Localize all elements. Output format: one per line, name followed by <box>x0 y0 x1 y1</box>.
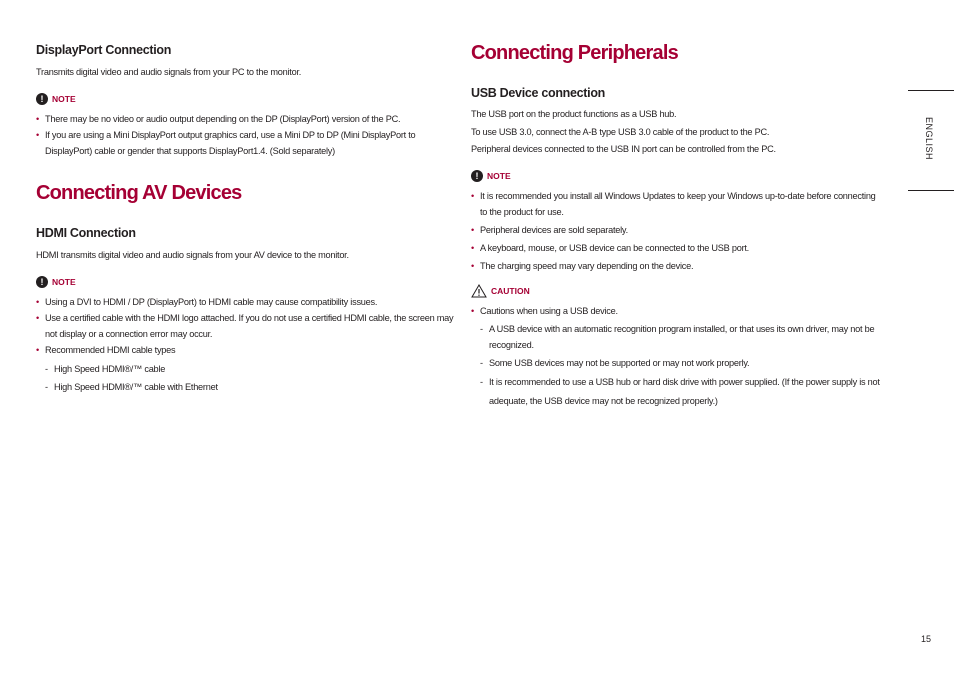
usb-line: The USB port on the product functions as a USB hub. <box>471 109 677 119</box>
list-subitem: - High Speed HDMI®/™ cable with Ethernet <box>36 379 454 395</box>
note-label: NOTE <box>52 277 76 287</box>
list-subitem: - It is recommended to use a USB hub or hard disk drive with power supplied. (If the power supply is not adequate, the USB device may not be recognized properly.) <box>471 373 881 411</box>
list-item: • There may be no video or audio output depending on the DP (DisplayPort) version of the PC. <box>36 111 454 127</box>
exclamation-icon: ! <box>36 93 48 105</box>
list-item: • It is recommended you install all Windows Updates to keep your Windows up-to-date before connecting to the product for use. <box>471 188 881 220</box>
usb-note-header <box>471 170 511 182</box>
list-subitem: - High Speed HDMI®/™ cable <box>36 361 454 377</box>
list-subitem: - Some USB devices may not be supported or may not work properly. <box>471 355 881 371</box>
list-item: • A keyboard, mouse, or USB device can be connected to the USB port. <box>471 240 881 256</box>
language-label: ENGLISH <box>924 117 934 161</box>
usb-caution-list <box>471 303 881 411</box>
list-item: • Use a certified cable with the HDMI logo attached. If you do not use a certified HDMI cable, the screen may not display or a connection error may occur. <box>36 310 454 342</box>
displayport-description: Transmits digital video and audio signals from your PC to the monitor. <box>36 67 302 77</box>
peripherals-title: Connecting Peripherals <box>471 42 678 64</box>
exclamation-icon: ! <box>471 170 483 182</box>
sidebar-divider <box>908 90 954 91</box>
list-item: • Cautions when using a USB device. <box>471 303 881 319</box>
sidebar-divider <box>908 190 954 191</box>
page-number: 15 <box>921 634 932 644</box>
usb-line: Peripheral devices connected to the USB IN port can be controlled from the PC. <box>471 144 776 154</box>
note-label: NOTE <box>52 94 76 104</box>
usb-note-list <box>471 188 881 274</box>
note-label: NOTE <box>487 171 511 181</box>
list-item: • If you are using a Mini DisplayPort output graphics card, use a Mini DP to DP (Mini DisplayPort to DisplayPort) cable or gender that supports DisplayPort1.4. (Sold separately) <box>36 127 454 159</box>
caution-label: CAUTION <box>491 286 530 296</box>
hdmi-note-header <box>36 276 76 288</box>
exclamation-icon: ! <box>36 276 48 288</box>
list-item: • Using a DVI to HDMI / DP (DisplayPort) to HDMI cable may cause compatibility issues. <box>36 294 454 310</box>
usb-heading: USB Device connection <box>471 86 606 100</box>
hdmi-description: HDMI transmits digital video and audio signals from your AV device to the monitor. <box>36 250 349 260</box>
displayport-heading: DisplayPort Connection <box>36 43 172 57</box>
usb-caution-header <box>471 284 530 298</box>
list-item: • Recommended HDMI cable types <box>36 342 454 358</box>
warning-triangle-icon <box>471 284 487 298</box>
hdmi-note-list <box>36 294 454 395</box>
usb-line: To use USB 3.0, connect the A-B type USB 3.0 cable of the product to the PC. <box>471 127 770 137</box>
list-item: • Peripheral devices are sold separately. <box>471 222 881 238</box>
displayport-note-header <box>36 93 76 105</box>
hdmi-heading: HDMI Connection <box>36 226 136 240</box>
displayport-note-list <box>36 111 454 159</box>
av-devices-title: Connecting AV Devices <box>36 182 242 204</box>
list-subitem: - A USB device with an automatic recognition program installed, or that uses its own driver, may not be recognized. <box>471 321 881 353</box>
list-item: • The charging speed may vary depending on the device. <box>471 258 881 274</box>
